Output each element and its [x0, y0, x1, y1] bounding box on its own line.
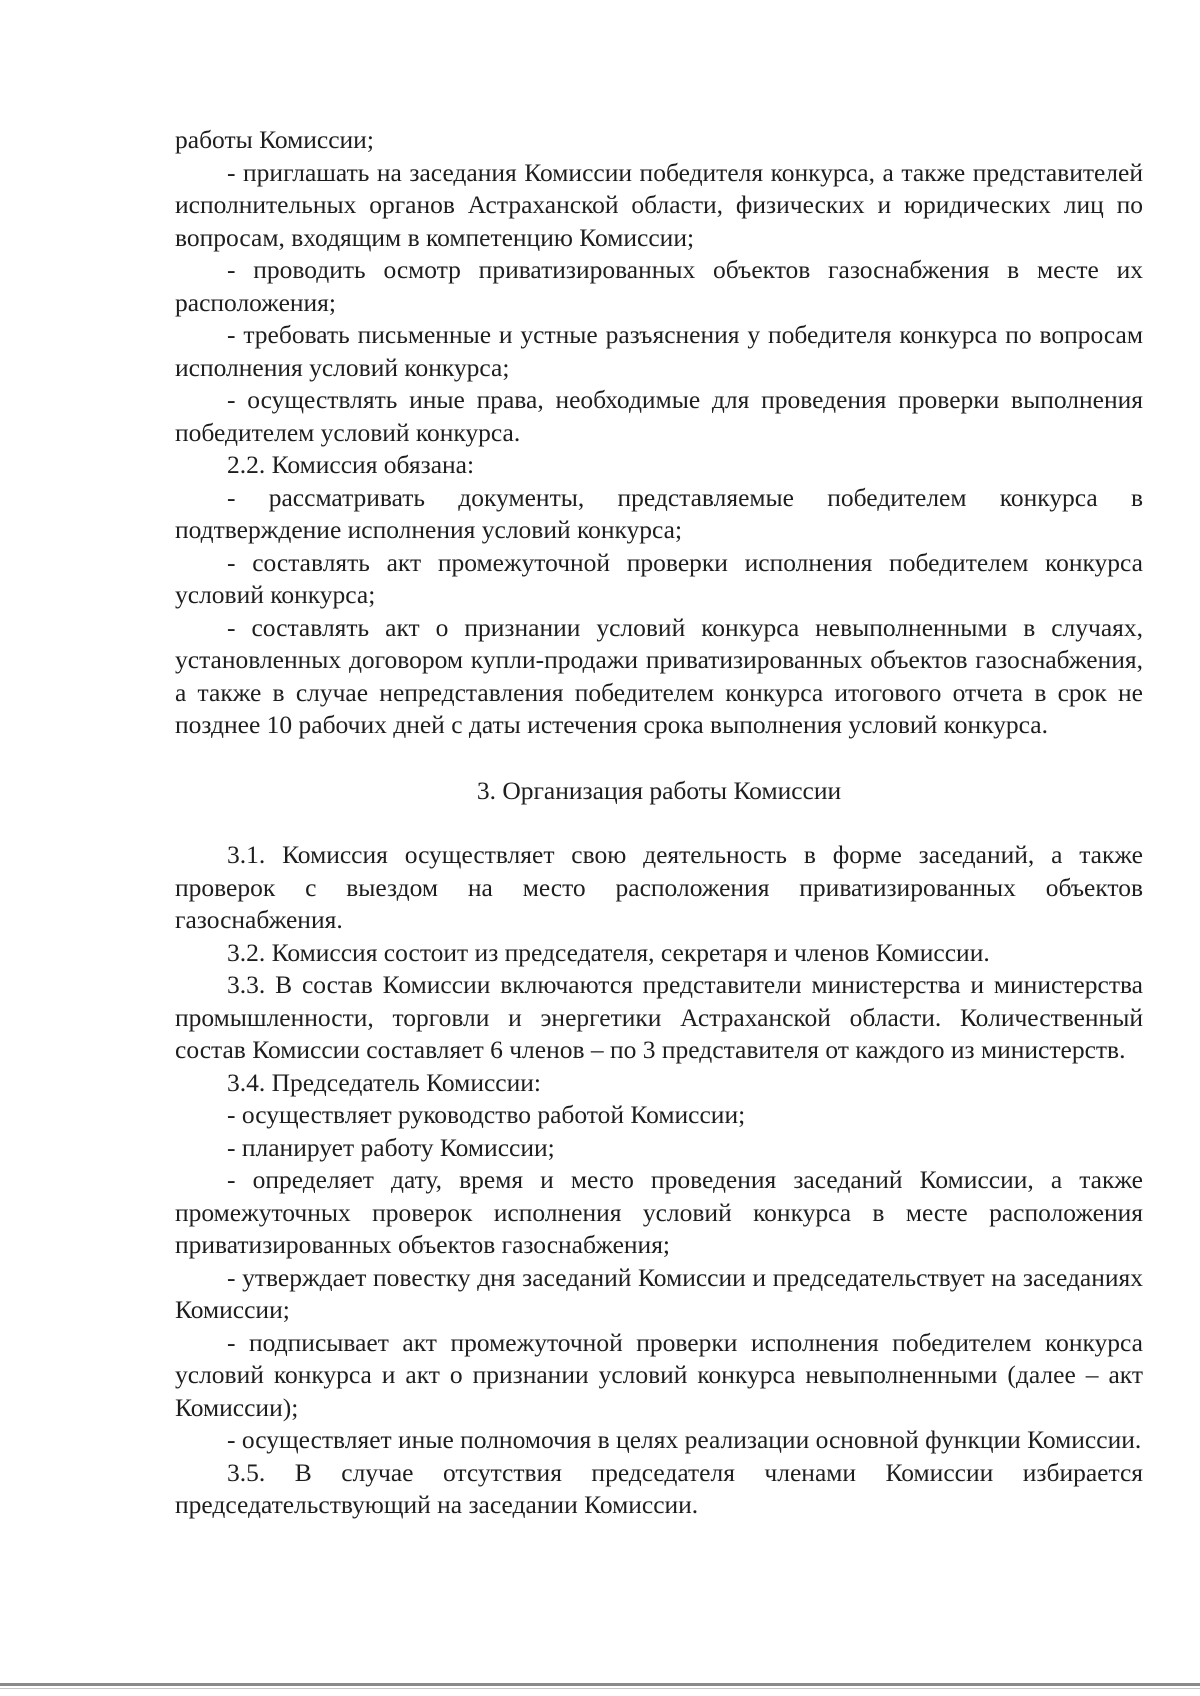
- scan-bottom-edge-shadow: [0, 1688, 1200, 1689]
- paragraph: 3.1. Комиссия осуществляет свою деятельность в форме заседаний, а также проверок с выездом на место расположения приватизированных объектов газоснабжения.: [175, 840, 1143, 934]
- paragraph: 3.3. В состав Комиссии включаются представители министерства и министерства промышленности, торговли и энергетики Астраханской области. Количественный состав Комиссии составляет 6 членов – по 3 представителя от каждого из министерств.: [175, 970, 1143, 1064]
- section-3-body: [175, 839, 1143, 1522]
- section-3-heading: 3. Организация работы Комиссии: [476, 775, 842, 805]
- paragraph: - планирует работу Комиссии;: [227, 1132, 555, 1162]
- section-2-continuation: [175, 124, 1143, 742]
- paragraph: - осуществляет руководство работой Комиссии;: [227, 1100, 746, 1129]
- paragraph: - приглашать на заседания Комиссии победителя конкурса, а также представителей исполнительных органов Астраханской области, физических и юридических лиц по вопросам, входящим в компетенцию Комиссии;: [175, 157, 1143, 252]
- paragraph: 3.2. Комиссия состоит из председателя, секретаря и членов Комиссии.: [227, 937, 990, 967]
- paragraph: 3.5. В случае отсутствия председателя членами Комиссии избирается председательствующий на заседании Комиссии.: [175, 1457, 1143, 1519]
- paragraph: 2.2. Комиссия обязана:: [227, 450, 475, 479]
- paragraph: 3.4. Председатель Комиссии:: [227, 1067, 541, 1097]
- paragraph: - проводить осмотр приватизированных объектов газоснабжения в месте их расположения;: [175, 255, 1143, 317]
- paragraph: - составлять акт о признании условий конкурса невыполненными в случаях, установленных договором купли-продажи приватизированных объектов газоснабжения, а также в случае непредставления победителем конкурса итогового отчета в срок не позднее 10 рабочих дней с даты истечения срока выполнения условий конкурса.: [175, 612, 1143, 739]
- paragraph: - определяет дату, время и место проведения заседаний Комиссии, а также промежуточных проверок исполнения условий конкурса в месте расположения приватизированных объектов газоснабжения;: [175, 1165, 1143, 1259]
- paragraph: - осуществляет иные полномочия в целях реализации основной функции Комиссии.: [227, 1425, 1142, 1454]
- paragraph: - осуществлять иные права, необходимые для проведения проверки выполнения победителем условий конкурса.: [175, 385, 1143, 447]
- paragraph: - подписывает акт промежуточной проверки исполнения победителем конкурса условий конкурса и акт о признании условий конкурса невыполненными (далее – акт Комиссии);: [175, 1327, 1143, 1422]
- scan-bottom-edge: [0, 1683, 1200, 1686]
- paragraph: - требовать письменные и устные разъяснения у победителя конкурса по вопросам исполнения условий конкурса;: [175, 320, 1143, 382]
- paragraph: - утверждает повестку дня заседаний Комиссии и председательствует на заседаниях Комиссии;: [175, 1262, 1143, 1324]
- paragraph: - составлять акт промежуточной проверки исполнения победителем конкурса условий конкурса;: [175, 547, 1143, 609]
- document-body: [175, 124, 1143, 1522]
- paragraph: работы Комиссии;: [175, 125, 374, 154]
- paragraph: - рассматривать документы, представляемые победителем конкурса в подтверждение исполнения условий конкурса;: [175, 482, 1143, 544]
